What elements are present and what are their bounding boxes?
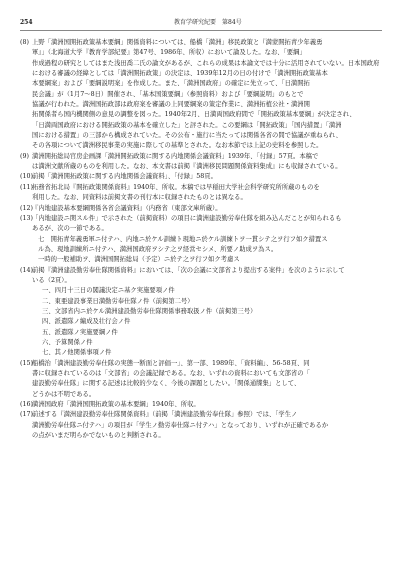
- running-head: 教育学研究紀要 第84号: [174, 19, 242, 26]
- footnote: [20, 38, 382, 152]
- list-item: 五、派遣隊ノ実施要綱ノ件: [42, 328, 118, 336]
- footnote-number: (11): [20, 183, 34, 191]
- footnote: [20, 214, 382, 235]
- footnote: [20, 152, 382, 173]
- footnote: [20, 266, 382, 287]
- footnote: [20, 400, 382, 410]
- footnote: [20, 410, 382, 441]
- footnote-number: (17): [20, 411, 34, 419]
- footnote-line: 満洲国政府「満洲国開拓政策の基本要綱」1940年、所収。: [32, 401, 200, 409]
- quote-line: 一時的一般補助ヲ、満洲国開拓総局（予定）ニ於テ之ヲ行フ如ク考慮ス: [38, 256, 240, 264]
- footnote-number: (12): [20, 204, 34, 212]
- footnote-line: 前掲「満洲開拓政策に関する内地関係会議資料」、「付録」58頁。: [32, 173, 217, 181]
- footnote-line: 前述する『満洲建設勤労奉仕隊関係資料』（前掲「満洲建設勤労奉仕隊」参照）では、「学生ノ: [32, 411, 298, 419]
- page-number: 254: [20, 19, 33, 26]
- list-item: 七、其ノ他関係事項ノ件: [42, 349, 112, 357]
- list-item: 四、派遣隊ノ編成及壮行会ノ件: [42, 318, 131, 326]
- footnote-line: 建設勤労奉仕隊」に関する記述は比較的少なく、今後の課題としたい。「関係通牒集」として、: [32, 380, 301, 388]
- header-rule: [20, 30, 382, 31]
- footnote-line: の点がいまだ明らかでないものと判断される。: [32, 432, 165, 440]
- footnote-line: 上野「満洲国開拓政策基本要綱」関係資料については、船橋「満洲」移民政策と『満蒙開拓青少年義勇: [32, 39, 323, 46]
- footnote-line: 『内地建設基本要綱関係各省会議資料』（内務省（東部文庫所蔵）。: [32, 204, 222, 212]
- list-item: 六、予算関係ノ件: [42, 338, 93, 346]
- notes-group-2: [20, 266, 382, 287]
- footnote-line: 満洲勤労奉仕隊ニ付テハ」の項目が「学生ノ勤労奉仕隊ニ付テハ」となっており、いずれが正確であるか: [32, 421, 329, 429]
- footnote-line: 書に収録されているのは「文部省」の会議記録である。なお、いずれの資料においても文部省の「: [32, 370, 310, 377]
- footnote-line: その各項について満洲移民事業の実施に際しての基準とされた。なお本節では上記の史料を参照した。: [32, 142, 323, 150]
- footnote: [20, 183, 382, 204]
- footnote-line: 国における措置」の三部から構成されていた。その公布・施行に当たっては関係各省の間で協議が重ねられ、: [32, 132, 342, 140]
- footnote-line: 利用した。なお、同資料は前掲文書の刊行本に収録されたものとは異なる。: [32, 194, 247, 202]
- footnote-line: 軍』」（北海道大学『教育学部紀要』第47号、1986年、所収）において論及した。なお、「要綱」: [32, 49, 306, 57]
- footnote-number: (9): [20, 152, 29, 160]
- footnote-number: (10): [20, 173, 34, 181]
- footnote-line: 船橋治「満洲建設勤労奉仕隊の実態一断面と評価一」、第一部、1989年、「資料編」、56-58頁、同: [32, 359, 310, 367]
- footnote-number: (13): [20, 214, 34, 222]
- footnote-line: における審議の経緯としては「満洲開拓政策」の決定は、1939年12月の日の付けで「満洲開拓政策基本: [32, 70, 328, 78]
- footnote-line: 満洲開拓総局官房企画課「満洲開拓政策に関する内地関係会議資料」1939年、「付録」57頁。本稿で: [32, 152, 319, 160]
- notes-group-1: [20, 38, 382, 235]
- footnote-line: 本要綱案」および「要綱説明案」を作成した。また、「満洲国政府」の確定に先立って、「日満開拓: [32, 80, 310, 88]
- quoted-passage: [20, 235, 382, 266]
- footnote-line: 協議が行われた。満洲国拓政部は政府案を審議の上同要綱案の策定作業に、満洲拓植公社・満洲開: [32, 101, 310, 109]
- footnote-number: (15): [20, 359, 34, 367]
- footnote-number: (16): [20, 401, 34, 409]
- footnote-number: (8): [20, 39, 29, 46]
- list-item: 一、四月十三日の閣議決定ニ基ク実施要項ノ件: [42, 287, 175, 295]
- footnote: [20, 359, 382, 400]
- footnote-line: 「内地建設ニ関スル件」で示された（前掲資料）の項目に満洲建設勤労奉仕隊を組み込んだことが知られるも: [32, 214, 342, 222]
- page-header: [20, 18, 382, 28]
- footnote-line: 作成過程の研究としてはまた浅田喬二氏の論文があるが、これらの成果は本論文では十分に活用されていない。日本国政府: [32, 59, 380, 67]
- footnote-number: (14): [20, 266, 34, 274]
- footnote-line: 民会議」が（1月7～8日）開催され、「基本国策要綱」（参照資料）および「要綱説明」のもとで: [32, 90, 304, 98]
- footnote: [20, 204, 382, 214]
- footnote: [20, 172, 382, 182]
- notes-group-3: [20, 359, 382, 442]
- quote-line: 七 開拓青年義勇軍ニ付テハ、内地ニ於ケル訓練ト現地ニ於ケル訓練トヲ一貫シテ之ヲ行フ如ク措置ス: [38, 235, 328, 243]
- footnote-line: どうかは不明である。: [32, 390, 96, 398]
- quote-line: ル為、現地訓練所ニ付テハ、満洲国政府ヲシテ之ヲ経営セシメ、所要ノ助成ヲ為ス。: [38, 245, 278, 253]
- footnote-line: 「日満両国政府における開拓政策の基本を確立した」と評された。この要綱は「開拓政策」「国内措置」「満洲: [32, 121, 342, 129]
- footnote-line: 拓務省拓北局『開拓政策関係資料』1940年、所収。本稿では早稲田大学社会科学研究所所蔵のものを: [32, 183, 320, 191]
- list-item: 二、東亜建設事業日満勤労奉仕隊ノ件（前掲第二号）: [42, 297, 194, 305]
- footnote-line: は満洲文献所蔵のものを利用した。なお、本文書は前掲『満洲移民問題関係資料集成』にも収録されている。: [32, 163, 342, 171]
- footnote-line: あるが、次の一節である。: [32, 225, 108, 233]
- footnotes-body: [20, 38, 382, 441]
- agenda-list: [20, 286, 382, 358]
- footnote-line: 前掲『満洲建設勤労奉仕隊関係資料』においては、「次の会議に文部省より提出する案件」を次のように示して: [32, 266, 345, 274]
- footnote-line: いる（2頁）。: [32, 276, 71, 284]
- list-item: 三、文部省内ニ於ケル満洲建設勤労奉仕隊関係事務取扱ノ件（前掲第三号）: [42, 307, 257, 315]
- footnote-line: 拓関係者ら国内機関側の意見の調整を図った。1940年2月、日満両国政府間で「開拓政策基本要綱」が決定され、: [32, 111, 356, 119]
